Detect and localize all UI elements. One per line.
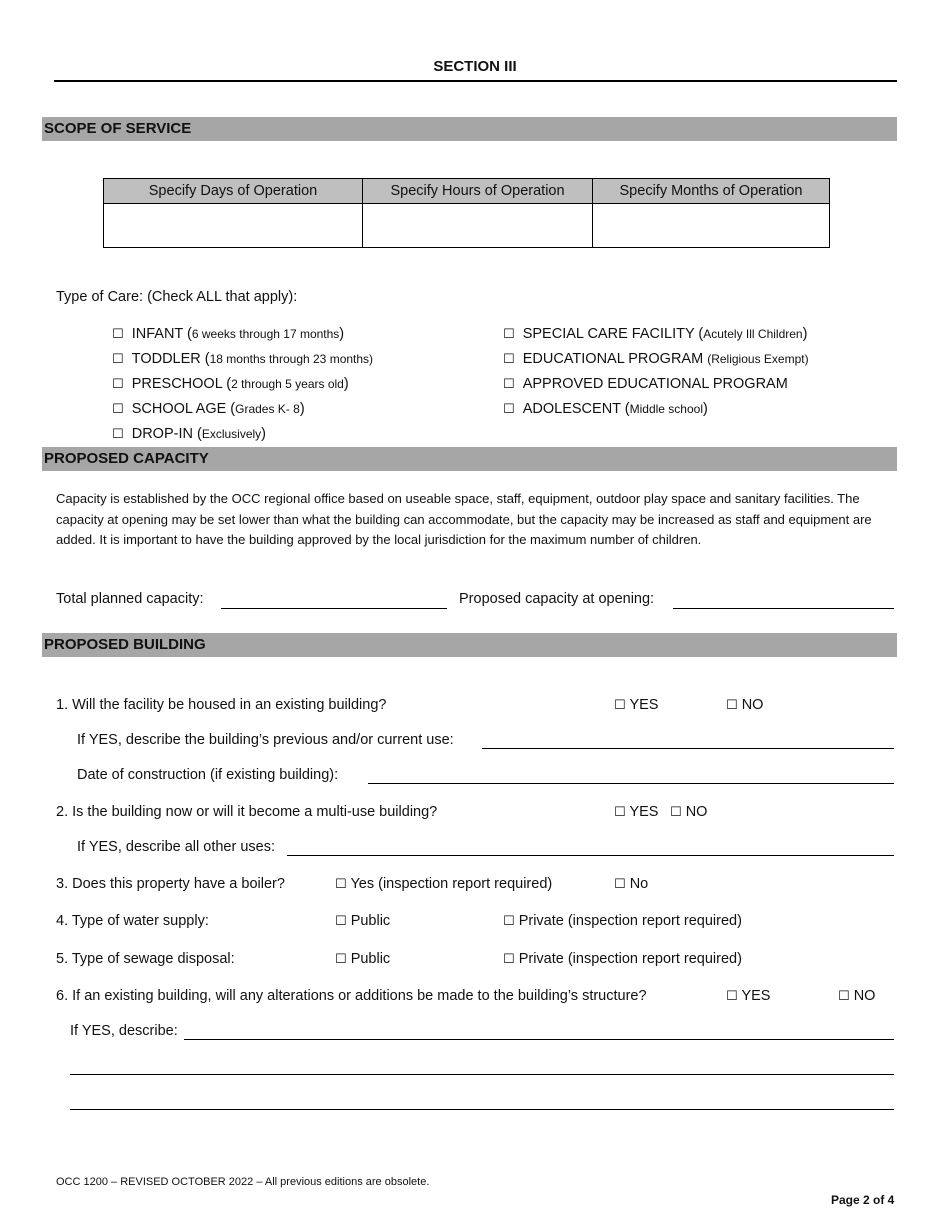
proposed-capacity-heading: PROPOSED CAPACITY bbox=[44, 450, 209, 467]
care-option-approved-educational[interactable]: ☐ APPROVED EDUCATIONAL PROGRAM bbox=[503, 376, 788, 392]
care-option-school-age[interactable]: ☐ SCHOOL AGE (Grades K- 8) bbox=[112, 401, 305, 417]
opening-capacity-label: Proposed capacity at opening: bbox=[459, 591, 655, 607]
checkbox-icon[interactable]: ☐ bbox=[335, 952, 347, 967]
checkbox-icon[interactable]: ☐ bbox=[670, 805, 682, 820]
total-capacity-label: Total planned capacity: bbox=[56, 591, 204, 607]
question-1: 1. Will the facility be housed in an existing building? bbox=[56, 697, 387, 713]
checkbox-icon[interactable]: ☐ bbox=[726, 698, 738, 713]
hours-input-cell[interactable] bbox=[363, 204, 593, 248]
page-number: Page 2 of 4 bbox=[831, 1193, 895, 1207]
care-option-adolescent[interactable]: ☐ ADOLESCENT (Middle school) bbox=[503, 401, 708, 417]
checkbox-icon[interactable]: ☐ bbox=[112, 352, 124, 367]
hours-header: Specify Hours of Operation bbox=[363, 179, 593, 204]
care-option-toddler[interactable]: ☐ TODDLER (18 months through 23 months) bbox=[112, 351, 374, 367]
q6-describe-label: If YES, describe: bbox=[70, 1023, 178, 1039]
days-header: Specify Days of Operation bbox=[104, 179, 363, 204]
months-header: Specify Months of Operation bbox=[593, 179, 830, 204]
checkbox-icon[interactable]: ☐ bbox=[503, 952, 515, 967]
q2-yes-option[interactable]: ☐ YES bbox=[614, 804, 659, 820]
checkbox-icon[interactable]: ☐ bbox=[614, 698, 626, 713]
q6-no-option[interactable]: ☐ NO bbox=[838, 988, 876, 1004]
q6-yes-option[interactable]: ☐ YES bbox=[726, 988, 771, 1004]
type-of-care-label: Type of Care: (Check ALL that apply): bbox=[56, 289, 298, 305]
q6-describe-field-3[interactable] bbox=[70, 1109, 894, 1110]
checkbox-icon[interactable]: ☐ bbox=[614, 805, 626, 820]
checkbox-icon[interactable]: ☐ bbox=[335, 914, 347, 929]
operation-table bbox=[103, 178, 830, 248]
q4-private-option[interactable]: ☐ Private (inspection report required) bbox=[503, 913, 742, 929]
form-revision-footer: OCC 1200 – REVISED OCTOBER 2022 – All previous editions are obsolete. bbox=[56, 1176, 430, 1188]
proposed-building-heading: PROPOSED BUILDING bbox=[44, 636, 206, 653]
checkbox-icon[interactable]: ☐ bbox=[503, 352, 515, 367]
care-option-educational-program[interactable]: ☐ EDUCATIONAL PROGRAM (Religious Exempt) bbox=[503, 351, 809, 367]
care-option-infant[interactable]: ☐ INFANT (6 weeks through 17 months) bbox=[112, 326, 345, 342]
checkbox-icon[interactable]: ☐ bbox=[503, 377, 515, 392]
total-capacity-field[interactable] bbox=[221, 608, 447, 609]
section-title: SECTION III bbox=[433, 58, 517, 75]
checkbox-icon[interactable]: ☐ bbox=[838, 989, 850, 1004]
q1-construction-date-field[interactable] bbox=[368, 783, 894, 784]
q6-describe-field-2[interactable] bbox=[70, 1074, 894, 1075]
capacity-paragraph: Capacity is established by the OCC regional office based on useable space, staff, equipment, outdoor play space and sanitary facilities. The capacity at opening may be set lower than what the building can accommodate, but the capacity may be increased as staff and equipment are added. It is important to have the building approved by the local jurisdiction for the maximum number of children. bbox=[56, 491, 872, 548]
q1-previous-use-label: If YES, describe the building’s previous and/or current use: bbox=[77, 732, 454, 748]
checkbox-icon[interactable]: ☐ bbox=[503, 327, 515, 342]
q1-yes-option[interactable]: ☐ YES bbox=[614, 697, 659, 713]
q6-describe-field-1[interactable] bbox=[184, 1039, 894, 1040]
q1-previous-use-field[interactable] bbox=[482, 748, 894, 749]
scope-of-service-heading: SCOPE OF SERVICE bbox=[44, 120, 192, 137]
q3-yes-option[interactable]: ☐ Yes (inspection report required) bbox=[335, 876, 553, 892]
q5-private-option[interactable]: ☐ Private (inspection report required) bbox=[503, 951, 742, 967]
question-3: 3. Does this property have a boiler? bbox=[56, 876, 285, 892]
q4-public-option[interactable]: ☐ Public bbox=[335, 913, 391, 929]
care-option-drop-in[interactable]: ☐ DROP-IN (Exclusively) bbox=[112, 426, 267, 442]
title-divider bbox=[54, 80, 897, 82]
proposed-building-header bbox=[42, 633, 897, 657]
checkbox-icon[interactable]: ☐ bbox=[112, 427, 124, 442]
checkbox-icon[interactable]: ☐ bbox=[503, 914, 515, 929]
care-option-preschool[interactable]: ☐ PRESCHOOL (2 through 5 years old) bbox=[112, 376, 349, 392]
proposed-capacity-header bbox=[42, 447, 897, 471]
question-2: 2. Is the building now or will it become a multi-use building? bbox=[56, 804, 438, 820]
question-6: 6. If an existing building, will any alterations or additions be made to the building’s structure? bbox=[56, 988, 647, 1004]
care-option-special-care[interactable]: ☐ SPECIAL CARE FACILITY (Acutely Ill Children) bbox=[503, 326, 808, 342]
question-4: 4. Type of water supply: bbox=[56, 913, 209, 929]
q2-no-option[interactable]: ☐ NO bbox=[670, 804, 708, 820]
question-5: 5. Type of sewage disposal: bbox=[56, 951, 235, 967]
checkbox-icon[interactable]: ☐ bbox=[112, 377, 124, 392]
q1-construction-date-label: Date of construction (if existing building): bbox=[77, 767, 339, 783]
days-input-cell[interactable] bbox=[104, 204, 363, 248]
checkbox-icon[interactable]: ☐ bbox=[112, 402, 124, 417]
checkbox-icon[interactable]: ☐ bbox=[726, 989, 738, 1004]
q5-public-option[interactable]: ☐ Public bbox=[335, 951, 391, 967]
checkbox-icon[interactable]: ☐ bbox=[614, 877, 626, 892]
months-input-cell[interactable] bbox=[593, 204, 830, 248]
checkbox-icon[interactable]: ☐ bbox=[112, 327, 124, 342]
q3-no-option[interactable]: ☐ No bbox=[614, 876, 649, 892]
q1-no-option[interactable]: ☐ NO bbox=[726, 697, 764, 713]
q2-other-uses-field[interactable] bbox=[287, 855, 894, 856]
checkbox-icon[interactable]: ☐ bbox=[335, 877, 347, 892]
q2-other-uses-label: If YES, describe all other uses: bbox=[77, 839, 276, 855]
checkbox-icon[interactable]: ☐ bbox=[503, 402, 515, 417]
opening-capacity-field[interactable] bbox=[673, 608, 894, 609]
scope-of-service-header bbox=[42, 117, 897, 141]
